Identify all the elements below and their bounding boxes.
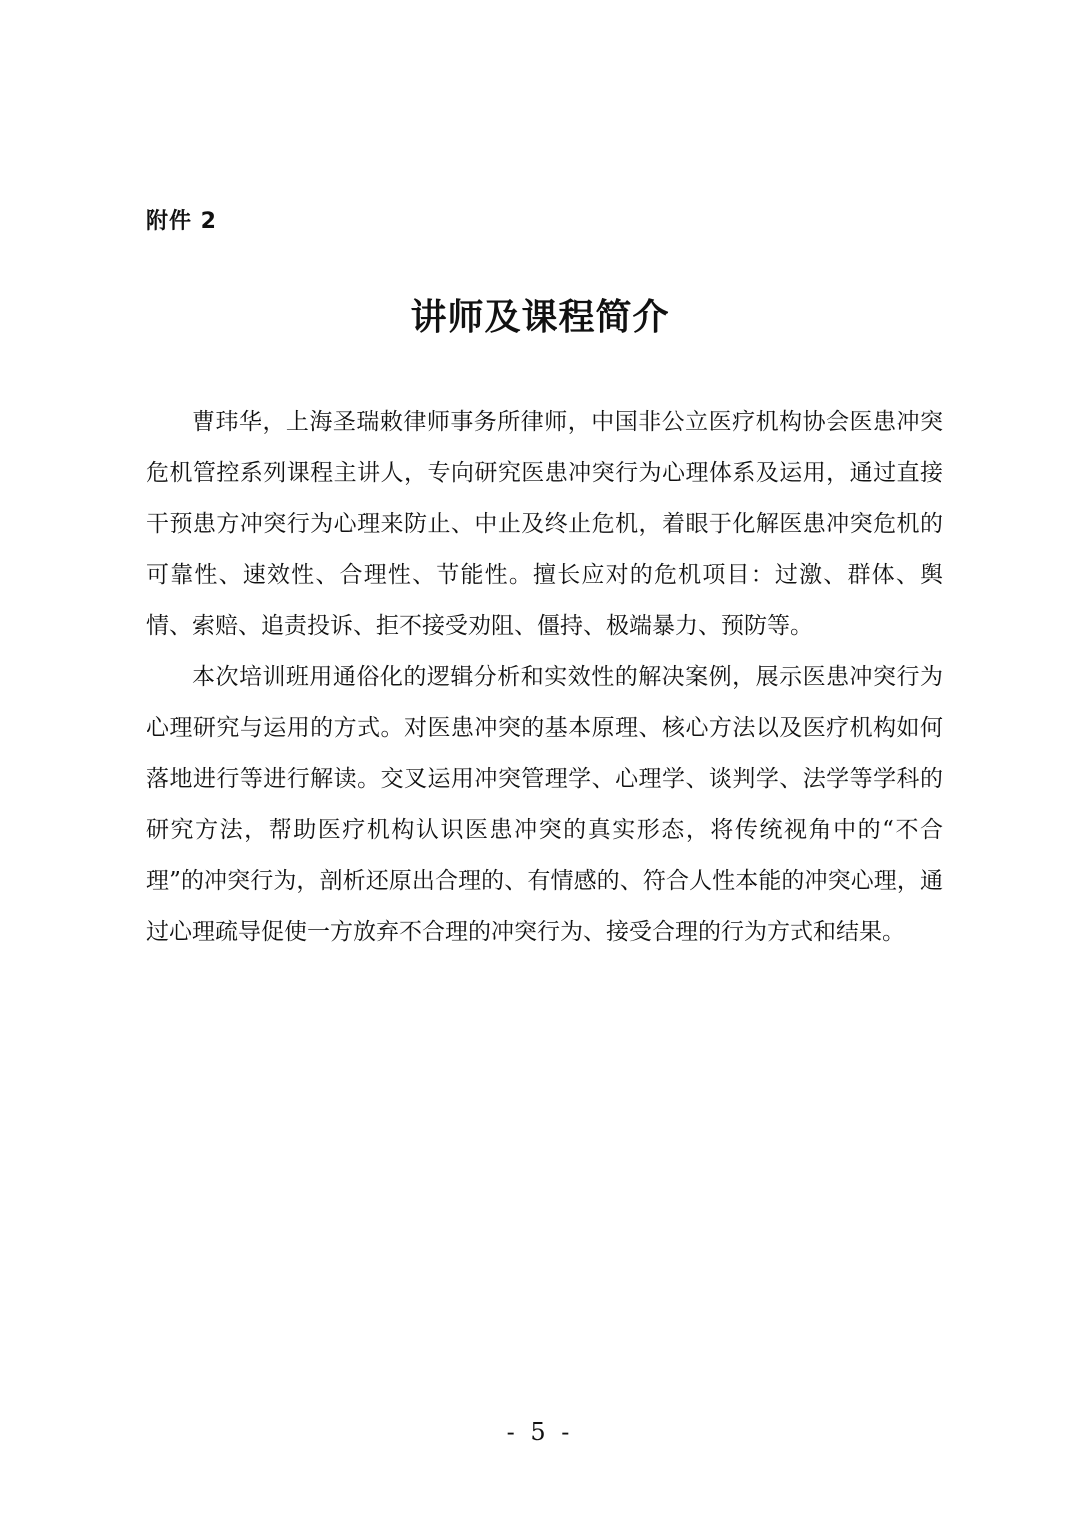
document-body: [146, 397, 943, 958]
page-number: - 5 -: [506, 1418, 574, 1446]
paragraph-instructor-bio: 曹玮华，上海圣瑞敕律师事务所律师，中国非公立医疗机构协会医患冲突危机管控系列课程主讲人，专向研究医患冲突行为心理体系及运用，通过直接干预患方冲突行为心理来防止、中止及终止危机，着眼于化解医患冲突危机的可靠性、速效性、合理性、节能性。擅长应对的危机项目：过激、群体、舆情、索赔、追责投诉、拒不接受劝阻、僵持、极端暴力、预防等。: [146, 409, 943, 639]
attachment-label: 附件 2: [146, 209, 217, 234]
document-title: 讲师及课程简介: [410, 297, 670, 338]
paragraph-course-intro: 本次培训班用通俗化的逻辑分析和实效性的解决案例，展示医患冲突行为心理研究与运用的方式。对医患冲突的基本原理、核心方法以及医疗机构如何落地进行等进行解读。交叉运用冲突管理学、心理学、谈判学、法学等学科的研究方法，帮助医疗机构认识医患冲突的真实形态，将传统视角中的“不合理”的冲突行为，剖析还原出合理的、有情感的、符合人性本能的冲突心理，通过心理疏导促使一方放弃不合理的冲突行为、接受合理的行为方式和结果。: [146, 664, 943, 945]
